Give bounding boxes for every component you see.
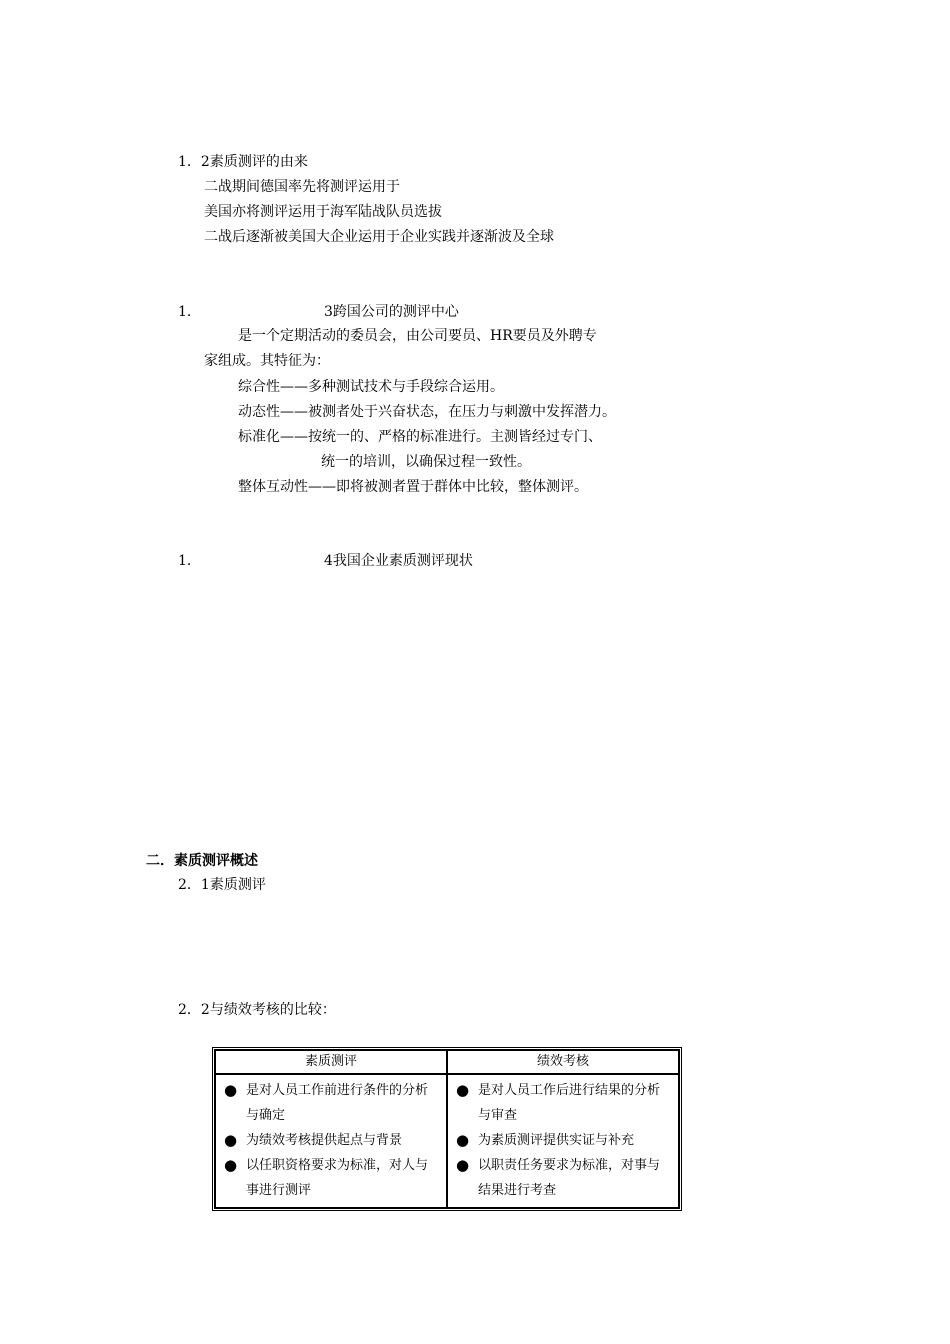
- table-header-row: [215, 1050, 679, 1074]
- table-header-quality-assessment: 素质测评: [215, 1050, 447, 1074]
- section-1-3-intro-line-1: 是一个定期活动的委员会，由公司要员、HR要员及外聘专: [238, 328, 597, 344]
- feature-standardized: 标准化——按统一的、严格的标准进行。主测皆经过专门、: [238, 429, 602, 445]
- right-item-3: 以职责任务要求为标准，对事与结果进行考查: [478, 1158, 661, 1198]
- section-1-2-line-2: 美国亦将测评运用于海军陆战队员选拔: [204, 204, 442, 220]
- right-column-cell: [447, 1074, 679, 1208]
- right-item-2: 为素质测评提供实证与补充: [478, 1133, 635, 1148]
- list-item: [456, 1153, 672, 1203]
- section-2-heading: 二．素质测评概述: [146, 853, 258, 869]
- section-1-3-number: 1．: [178, 304, 201, 320]
- section-1-4-title: 4我国企业素质测评现状: [324, 553, 473, 569]
- bullet-icon: ●: [456, 1131, 470, 1149]
- section-1-3-title: 3跨国公司的测评中心: [324, 304, 459, 320]
- list-item: [224, 1128, 440, 1153]
- feature-comprehensive: 综合性——多种测试技术与手段综合运用。: [238, 379, 504, 395]
- section-1-2-line-1: 二战期间德国率先将测评运用于: [204, 179, 400, 195]
- left-column-cell: [215, 1074, 447, 1208]
- bullet-icon: ●: [224, 1156, 238, 1174]
- list-item: [224, 1153, 440, 1203]
- table-row: [215, 1074, 679, 1208]
- left-item-1: 是对人员工作前进行条件的分析与确定: [246, 1083, 429, 1123]
- section-1-4-number: 1．: [178, 553, 201, 569]
- comparison-table: [212, 1047, 682, 1211]
- section-1-2-heading: 1．2素质测评的由来: [178, 154, 308, 170]
- bullet-icon: ●: [456, 1156, 470, 1174]
- list-item: [456, 1078, 672, 1128]
- list-item: [456, 1128, 672, 1153]
- right-item-1: 是对人员工作后进行结果的分析与审查: [478, 1083, 661, 1123]
- bullet-icon: ●: [456, 1081, 470, 1099]
- section-1-3-intro-line-2: 家组成。其特征为：: [204, 353, 330, 369]
- feature-dynamic: 动态性——被测者处于兴奋状态，在压力与刺激中发挥潜力。: [238, 404, 616, 420]
- left-item-2: 为绩效考核提供起点与背景: [246, 1133, 403, 1148]
- left-item-3: 以任职资格要求为标准，对人与事进行测评: [246, 1158, 429, 1198]
- feature-standardized-cont: 统一的培训，以确保过程一致性。: [321, 454, 531, 470]
- bullet-icon: ●: [224, 1131, 238, 1149]
- section-2-1-heading: 2．1素质测评: [178, 877, 266, 893]
- feature-interactive: 整体互动性——即将被测者置于群体中比较，整体测评。: [238, 479, 588, 495]
- section-2-2-heading: 2．2与绩效考核的比较：: [178, 1002, 336, 1018]
- section-1-2-line-3: 二战后逐渐被美国大企业运用于企业实践并逐渐波及全球: [204, 229, 554, 245]
- bullet-icon: ●: [224, 1081, 238, 1099]
- list-item: [224, 1078, 440, 1128]
- table-header-performance-appraisal: 绩效考核: [447, 1050, 679, 1074]
